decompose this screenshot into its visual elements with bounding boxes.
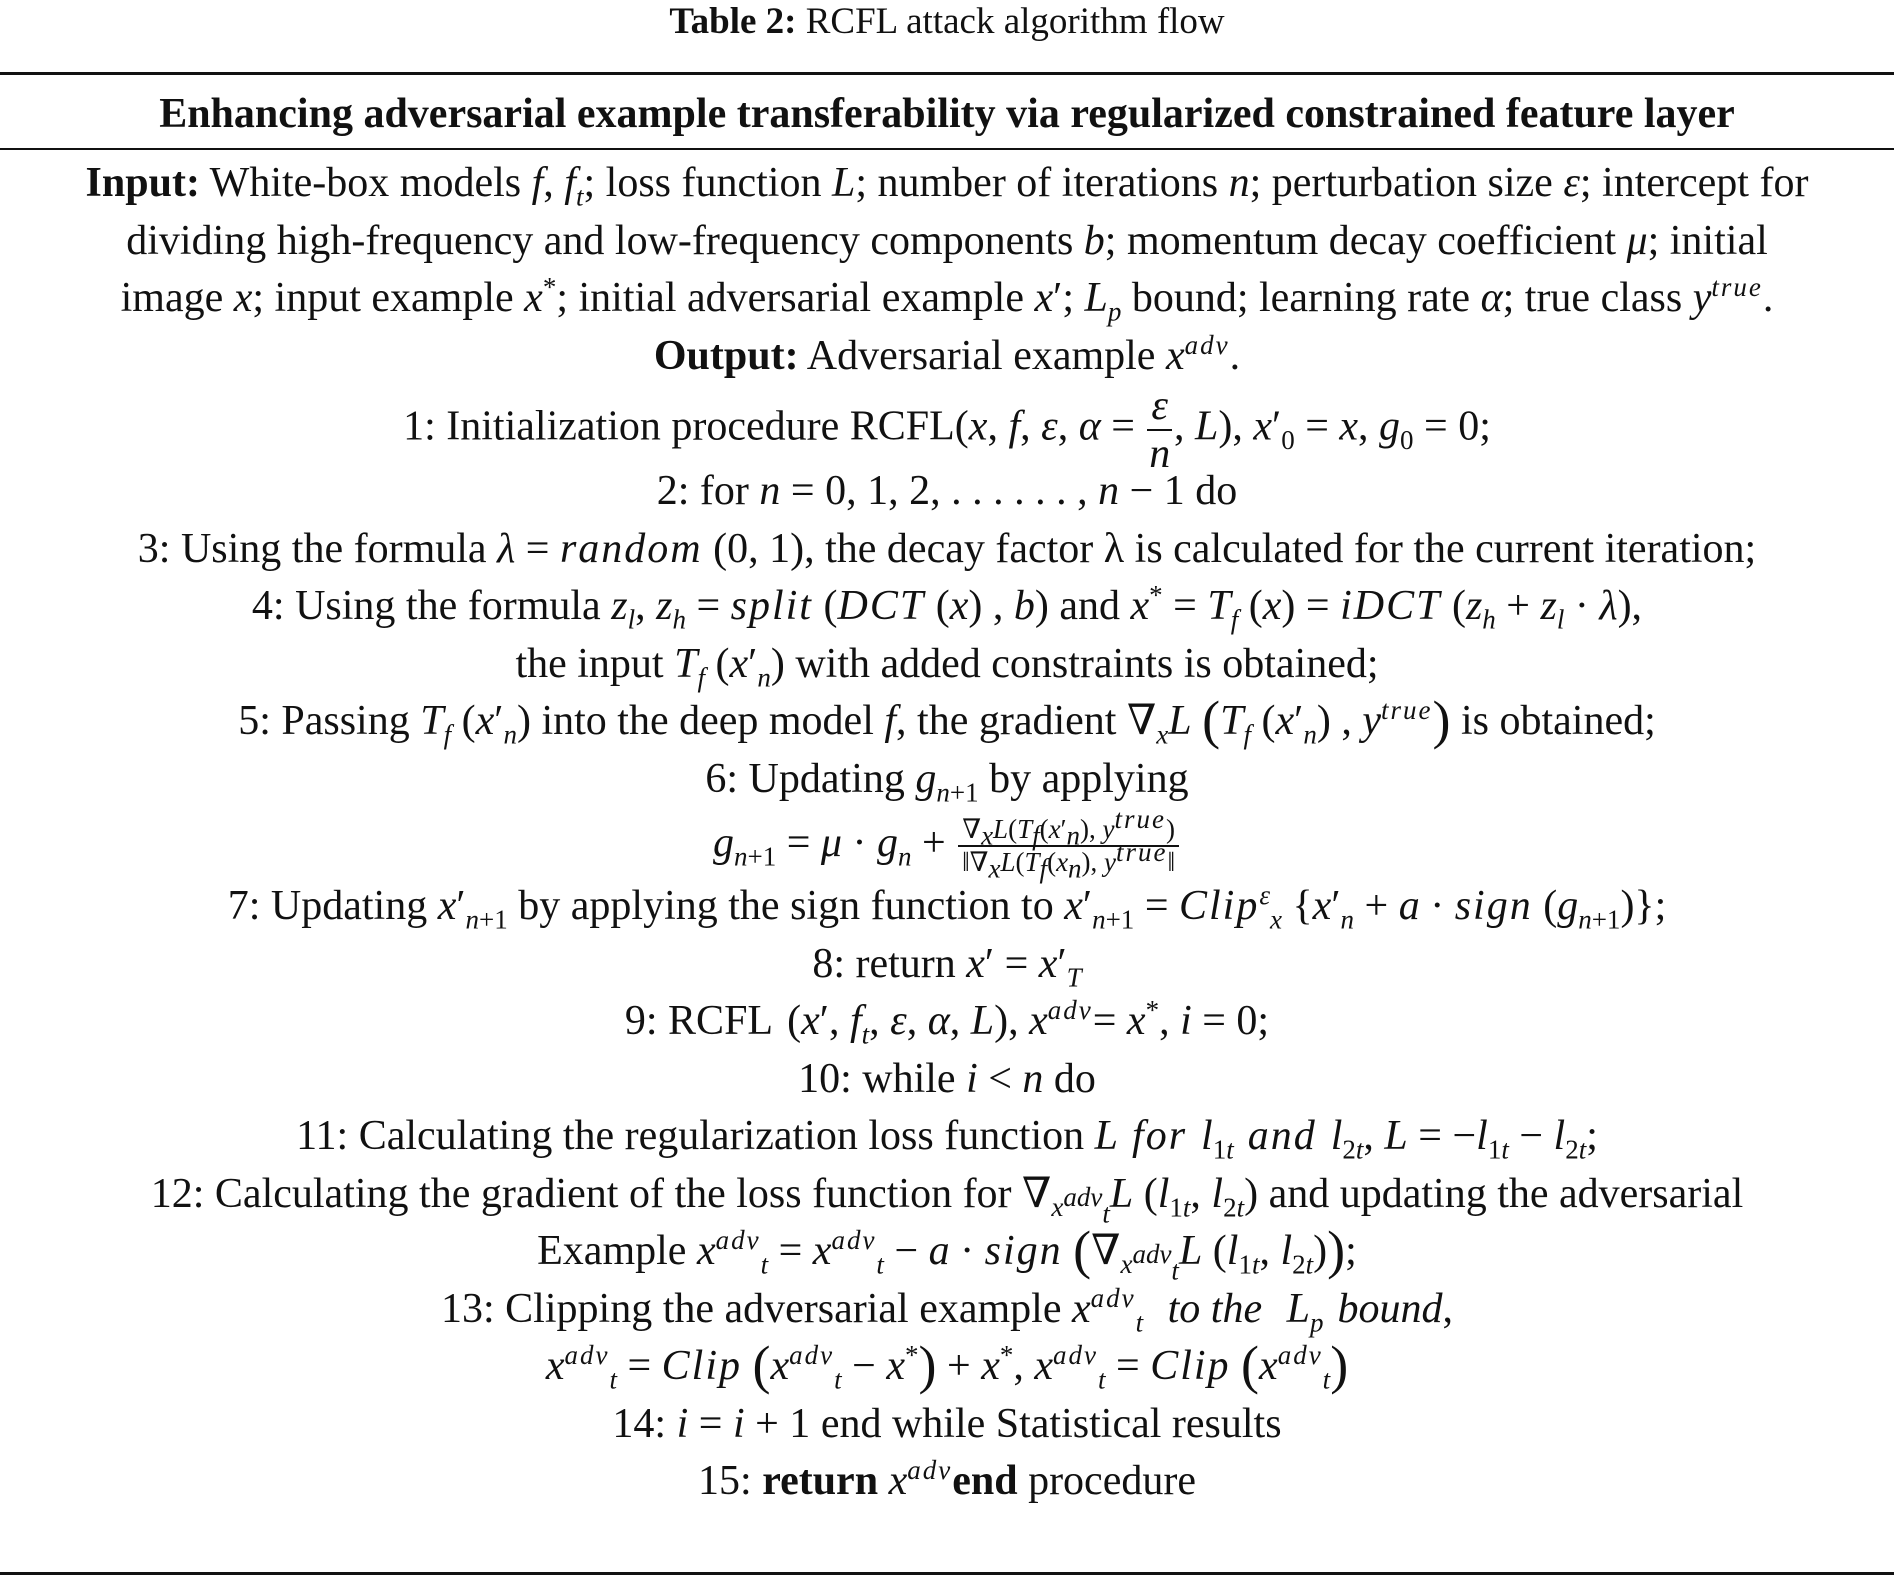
algorithm-heading: Enhancing adversarial example transferability via regularized constrained feature layer <box>159 91 1735 137</box>
step-14-suffix: end while Statistical results <box>820 1400 1282 1447</box>
step-8-text: 8: return <box>812 940 956 987</box>
step-4: 4: Using the formula $z_l$, $z_h$ = split (DCT (x) , b) and $x^* = T_f$ (x) = iDCT $(z_h + z_l \cdot \lambda)$, <box>251 580 1643 635</box>
step-10-suffix: do <box>1053 1055 1096 1102</box>
step-1: 1: Initialization procedure RCFL(x, f, ε, α = $\frac{\varepsilon}{n}$ , L), $x'_0 = x$, $g_0 = 0$; <box>403 383 1491 477</box>
bottom-rule <box>0 1572 1894 1575</box>
step-11-text: 11: Calculating the regularization loss function <box>296 1113 1085 1159</box>
step-4-text: 4: Using the formula <box>251 583 601 629</box>
step-2: 2: for n = 0, 1, 2, . . . . . . , n − 1 do <box>656 468 1238 514</box>
step-11: 11: Calculating the regularization loss function L for $l_{1t}$ and $l_{2t}$, $L = -l_{1t} - l_{2t}$; <box>296 1113 1598 1165</box>
step-2-suffix: do <box>1195 468 1238 514</box>
output-label: Output: <box>653 332 799 379</box>
step-5-suffix: is obtained; <box>1460 698 1656 744</box>
step-3: 3: Using the formula λ = random (0, 1), the decay factor λ is calculated for the current iteration; <box>137 525 1757 572</box>
step-6-text: 6: Updating <box>705 755 905 802</box>
step-10: 10: while i < n do <box>798 1055 1096 1102</box>
output-line: Output: Adversarial example $x^{adv}$. <box>653 329 1241 379</box>
step-12-line-2-text: Example <box>537 1228 687 1274</box>
step-7-text: 7: Updating <box>227 883 428 929</box>
step-13-text: 13: Clipping the adversarial example <box>441 1285 1062 1332</box>
step-3-suffix: , the decay factor λ is calculated for the current iteration; <box>804 525 1757 572</box>
table-caption <box>0 0 1894 48</box>
caption-label: Table 2: <box>669 1 797 42</box>
step-5-text: 5: Passing <box>238 698 410 744</box>
caption-title: RCFL attack algorithm flow <box>805 1 1225 42</box>
step-12-line-2: Example $x^{adv}_t = x^{adv}_t - a$ · sign ($\nabla_{x^{adv}_t}L$ ($l_{1t}$, $l_{2t}$)); <box>537 1220 1357 1286</box>
step-7-mid: by applying the sign function to <box>518 883 1054 929</box>
step-5-mid: into the deep model <box>541 698 874 744</box>
step-13-line-2: $x^{adv}_t$ = Clip $(x^{adv}_t - x^*) + x^*$, $x^{adv}_t$ = Clip $(x^{adv}_t)$ <box>545 1335 1349 1395</box>
step-3-text: 3: Using the formula <box>137 525 487 572</box>
step-6-formula: $g_{n+1} = \mu \cdot g_n$ + $\frac{\nabla_xL(T_f(x'_n), y^{true})}{‖\nabla_xL(T_f(x_n), y^{true}‖}$ <box>0 808 1894 878</box>
algorithm-body <box>0 155 1894 1511</box>
input-label: Input: <box>85 160 200 206</box>
step-4-line-2-suffix: with added constraints is obtained; <box>795 640 1379 687</box>
step-12: 12: Calculating the gradient of the loss function for $\nabla_{x^{adv}_t}L$ ($l_{1t}$, $l_{2t}$) and updating the adversarial <box>150 1170 1744 1229</box>
input-line-2: dividing high-frequency and low-frequency components b; momentum decay coefficient μ; initial <box>126 217 1768 264</box>
step-2-text: 2: for <box>656 468 749 514</box>
step-12-suffix: and updating the adversarial <box>1268 1170 1744 1217</box>
step-5: 5: Passing $T_f$ $(x'_n)$ into the deep model f, the gradient $\nabla_xL$ ($T_f$ $(x'_n)$ , $y^{true}$) is obtained; <box>238 690 1656 750</box>
step-15-end: end <box>952 1458 1018 1504</box>
step-6: 6: Updating $g_{n+1}$ by applying <box>705 755 1189 807</box>
step-4-line-2: the input $T_f$ $(x'_n)$ with added constraints is obtained; <box>515 640 1379 692</box>
step-14: 14: i = i + 1 end while Statistical results <box>612 1400 1282 1447</box>
step-13-bound: bound <box>1337 1285 1443 1332</box>
step-15: 15: return $x^{adv}end$ procedure <box>698 1455 1196 1504</box>
input-line-3: image x; input example x*; initial adversarial example x′; $L_p$ bound; learning rate α; true class $y^{true}$. <box>120 272 1774 327</box>
step-5-mid2: , the gradient <box>896 698 1117 744</box>
header-rule <box>0 148 1894 150</box>
step-9-text: 9: RCFL <box>624 998 774 1044</box>
step-1-text: 1: Initialization procedure RCFL( <box>403 403 969 450</box>
step-12-text: 12: Calculating the gradient of the loss function for <box>150 1170 1012 1217</box>
step-1-fraction: $\frac{\varepsilon}{n}$ <box>1149 383 1171 477</box>
step-4-line-2-text: the input <box>515 640 664 687</box>
top-rule <box>0 72 1894 75</box>
step-15-return: return <box>762 1458 879 1504</box>
input-line-1: Input: White-box models f, $f_t$; loss function L; number of iterations n; perturbation size ε; intercept for <box>85 160 1809 212</box>
step-7: 7: Updating $x'_{n+1}$ by applying the sign function to $x'_{n+1}$ = Clip$^\varepsilon_x$ {$x'_n + a$ · sign $(g_{n+1})$}; <box>227 880 1667 935</box>
step-4-mid: and <box>1059 583 1120 629</box>
step-14-text: 14: <box>612 1400 667 1447</box>
step-8: 8: return $x' = x'_T$ <box>812 940 1082 992</box>
step-10-text: 10: while <box>798 1055 956 1102</box>
step-9: 9: RCFL (x′, $f_t$, ε, α, L), $x^{adv}= x^*$, i = 0; <box>624 995 1270 1050</box>
step-6-fraction: $\frac{\nabla_xL(T_f(x'_n), y^{true})}{‖\nabla_xL(T_f(x_n), y^{true}‖}$ <box>958 816 1179 876</box>
step-15-suffix: procedure <box>1028 1458 1196 1504</box>
step-13: 13: Clipping the adversarial example $x^{adv}_t$ to the $L_p$ bound, <box>441 1282 1453 1337</box>
step-13-suffix: to the <box>1167 1285 1263 1332</box>
step-15-text: 15: <box>698 1458 752 1504</box>
step-6-suffix: by applying <box>989 755 1189 802</box>
